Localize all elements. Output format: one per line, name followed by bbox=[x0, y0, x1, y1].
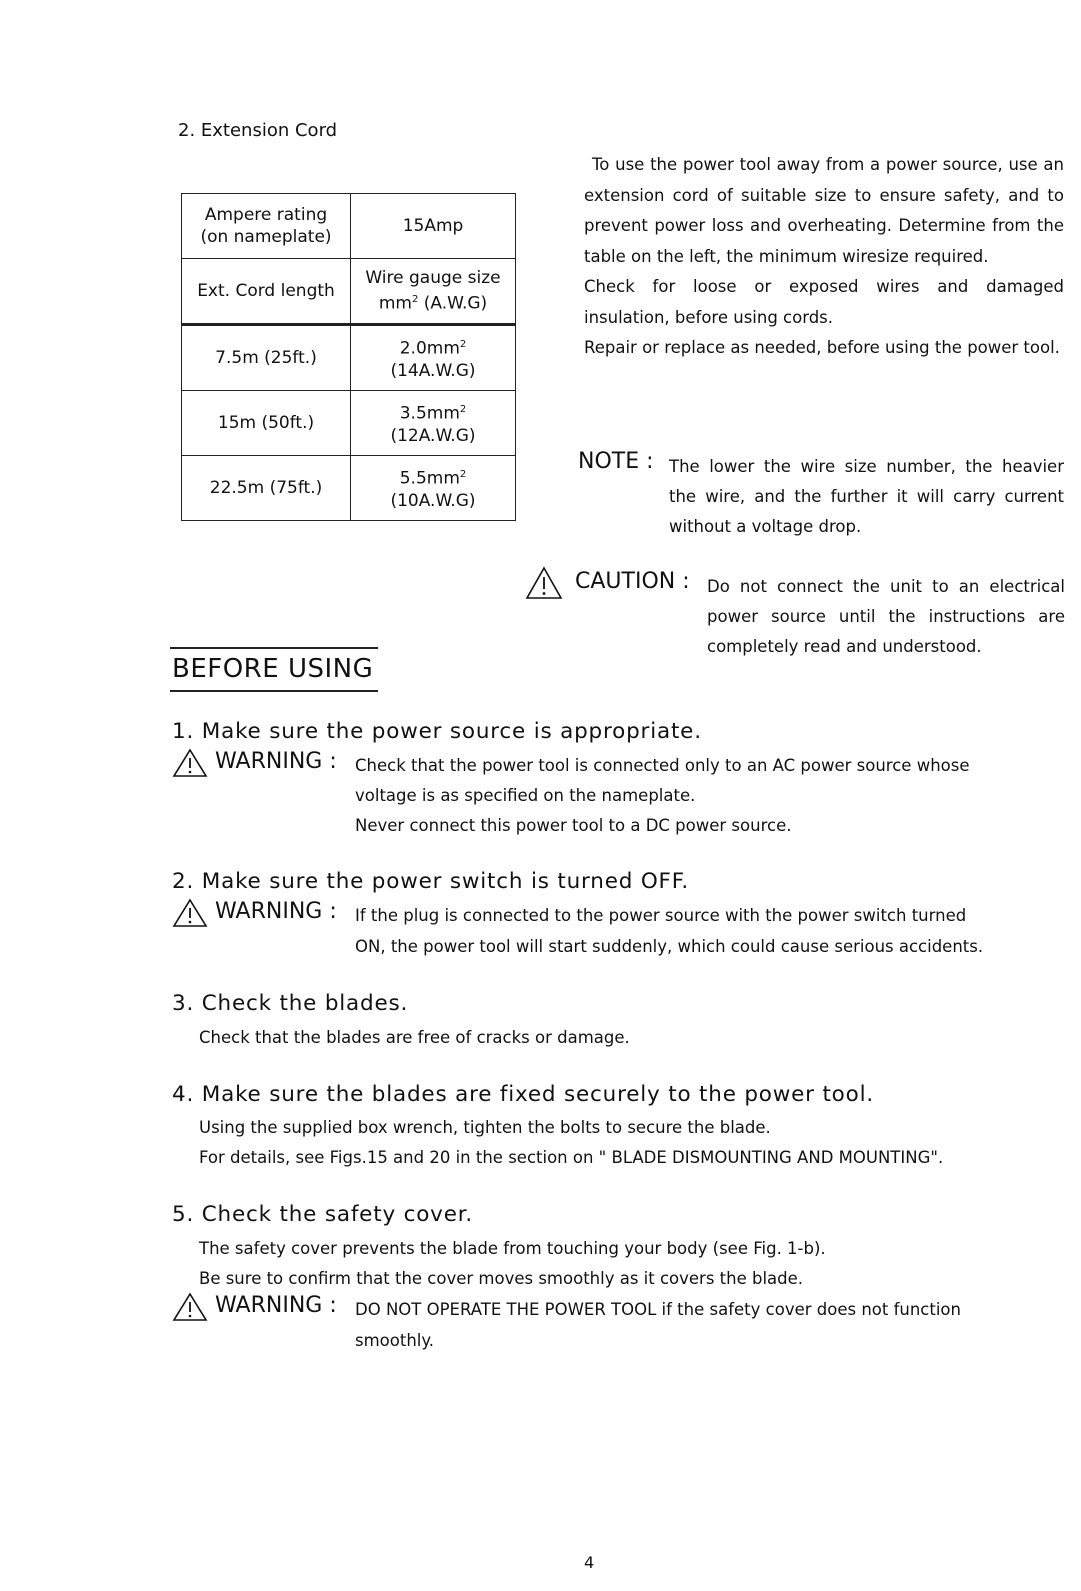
wire-gauge-unit: $mm^2$ (A.W.G) bbox=[378, 293, 488, 314]
step-2-heading: 2. Make sure the power switch is turned OFF. bbox=[172, 869, 690, 894]
section-label: 2. Extension Cord bbox=[178, 120, 338, 141]
warning-line: voltage is as specified on the nameplate. bbox=[355, 786, 696, 805]
gauge-cell: $3.5mm^2$ (12A.W.G) bbox=[351, 391, 516, 456]
extension-cord-instructions bbox=[584, 150, 1064, 364]
warning-label: WARNING : bbox=[215, 1293, 337, 1318]
cord-length-cell: 22.5m (75ft.) bbox=[182, 456, 351, 521]
gauge-cell: $5.5mm^2$ (10A.W.G) bbox=[351, 456, 516, 521]
header-cord-length: Ext. Cord length bbox=[182, 259, 351, 325]
step-5-line: The safety cover prevents the blade from touching your body (see Fig. 1-b). bbox=[199, 1239, 826, 1258]
cord-length-cell: 7.5m (25ft.) bbox=[182, 325, 351, 391]
warning-line: Check that the power tool is connected only to an AC power source whose bbox=[355, 756, 970, 775]
caution-triangle-icon bbox=[525, 566, 563, 600]
step-4-line: Using the supplied box wrench, tighten the bolts to secure the blade. bbox=[199, 1118, 771, 1137]
table-row bbox=[182, 456, 516, 521]
caution-text: Do not connect the unit to an electrical power source until the instructions are completely read and understood. bbox=[707, 577, 1065, 656]
header-ampere-rating: Ampere rating (on nameplate) bbox=[182, 194, 351, 259]
step-3-heading: 3. Check the blades. bbox=[172, 991, 409, 1016]
warning-line: If the plug is connected to the power source with the power switch turned bbox=[355, 906, 967, 925]
page-number: 4 bbox=[584, 1553, 595, 1572]
step-5-line: Be sure to confirm that the cover moves smoothly as it covers the blade. bbox=[199, 1269, 804, 1288]
warning-line: smoothly. bbox=[355, 1331, 435, 1350]
warning-triangle-icon bbox=[171, 1292, 209, 1322]
intro-paragraph-1: To use the power tool away from a power source, use an extension cord of suitable size to ensure safety, and to prevent power loss and overheating. Determine from the table on the left, the minimum wiresize required. bbox=[584, 155, 1064, 266]
table-header-row-1 bbox=[182, 194, 516, 259]
warning-line: DO NOT OPERATE THE POWER TOOL if the safety cover does not function bbox=[355, 1300, 961, 1319]
extension-cord-table bbox=[181, 193, 516, 521]
step-4-heading: 4. Make sure the blades are fixed securely to the power tool. bbox=[172, 1082, 874, 1107]
table-header-row-2 bbox=[182, 259, 516, 325]
step-4-line: For details, see Figs.15 and 20 in the section on " BLADE DISMOUNTING AND MOUNTING". bbox=[199, 1148, 944, 1167]
warning-triangle-icon bbox=[171, 898, 209, 928]
warning-triangle-icon bbox=[171, 748, 209, 778]
table-row bbox=[182, 325, 516, 391]
step-3-text: Check that the blades are free of cracks or damage. bbox=[199, 1028, 630, 1047]
wire-gauge-label: Wire gauge size bbox=[365, 268, 501, 289]
note-text: The lower the wire size number, the heavier the wire, and the further it will carry current without a voltage drop. bbox=[669, 457, 1064, 536]
header-wire-gauge bbox=[351, 259, 516, 325]
caution-label: CAUTION : bbox=[575, 569, 690, 594]
warning-line: ON, the power tool will start suddenly, which could cause serious accidents. bbox=[355, 937, 984, 956]
step-1-heading: 1. Make sure the power source is appropriate. bbox=[172, 719, 702, 744]
intro-paragraph-2: Check for loose or exposed wires and damaged insulation, before using cords. bbox=[584, 277, 1064, 327]
step-5-heading: 5. Check the safety cover. bbox=[172, 1202, 474, 1227]
table-row bbox=[182, 391, 516, 456]
title-rule-top bbox=[170, 647, 378, 649]
cord-length-cell: 15m (50ft.) bbox=[182, 391, 351, 456]
gauge-cell: $2.0mm^2$ (14A.W.G) bbox=[351, 325, 516, 391]
warning-label: WARNING : bbox=[215, 749, 337, 774]
note-label: NOTE : bbox=[578, 449, 654, 474]
warning-label: WARNING : bbox=[215, 899, 337, 924]
title-rule-bottom bbox=[170, 690, 378, 692]
warning-line: Never connect this power tool to a DC power source. bbox=[355, 816, 792, 835]
header-ampere-value: 15Amp bbox=[351, 194, 516, 259]
before-using-title: BEFORE USING bbox=[172, 654, 374, 684]
intro-paragraph-3: Repair or replace as needed, before using the power tool. bbox=[584, 338, 1060, 357]
